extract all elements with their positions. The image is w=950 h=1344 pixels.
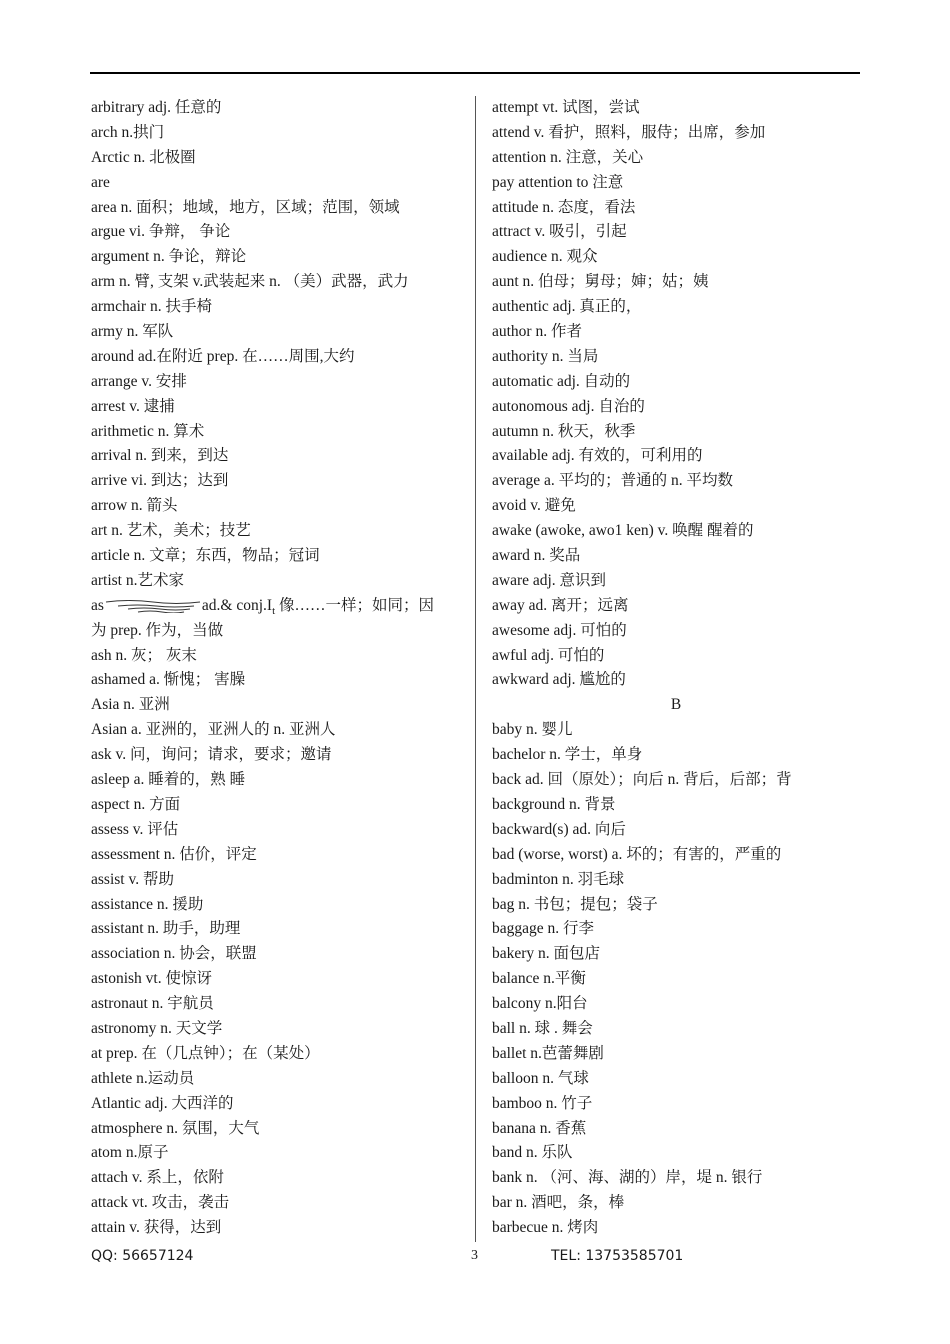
vocab-entry: bag n. 书包；提包；袋子 <box>492 895 658 913</box>
vocab-entry: away ad. 离开；远离 <box>492 596 629 614</box>
vocab-entry: balcony n.阳台 <box>492 995 588 1013</box>
vocab-entry: bar n. 酒吧，条，棒 <box>492 1194 625 1212</box>
vocab-entry: bakery n. 面包店 <box>492 945 601 963</box>
vocab-entry: backward(s) ad. 向后 <box>492 820 626 838</box>
vocab-entry: baby n. 婴儿 <box>492 721 573 739</box>
vocab-entry: around ad.在附近 prep. 在……周围,大约 <box>91 347 355 365</box>
vocab-entry: art n. 艺术，美术；技艺 <box>91 522 251 540</box>
vocab-entry: bamboo n. 竹子 <box>492 1094 593 1112</box>
vocab-entry: at prep. 在（几点钟）；在（某处） <box>91 1044 320 1062</box>
footer-tel: TEL: 13753585701 <box>551 1248 684 1264</box>
vocab-entry: back ad. 回（原处）；向后 n. 背后，后部；背 <box>492 771 792 789</box>
vocab-entry: baggage n. 行李 <box>492 920 595 938</box>
vocab-entry: astronaut n. 宇航员 <box>91 995 214 1013</box>
vocab-entry: Atlantic adj. 大西洋的 <box>91 1094 234 1112</box>
vocab-entry: armchair n. 扶手椅 <box>91 298 212 316</box>
as-subscript: t <box>272 604 276 617</box>
vocab-entry: automatic adj. 自动的 <box>492 372 631 390</box>
as-glyph: I <box>266 596 273 614</box>
as-pos: ad.& conj. <box>201 596 267 614</box>
left-column <box>91 96 471 1241</box>
vocab-entry: arrive vi. 到达；达到 <box>91 472 229 490</box>
vocab-entry: available adj. 有效的，可利用的 <box>492 447 703 465</box>
vocab-entry: attach v. 系上，依附 <box>91 1169 224 1187</box>
vocab-entry: attain v. 获得，达到 <box>91 1219 222 1237</box>
vocab-entry: army n. 军队 <box>91 323 174 341</box>
footer-qq: QQ: 56657124 <box>91 1248 194 1264</box>
vocab-entry: asleep a. 睡着的，熟 睡 <box>91 771 246 789</box>
vocab-entry: assist v. 帮助 <box>91 870 174 888</box>
right-column <box>492 96 860 1241</box>
vocab-entry: arrow n. 箭头 <box>91 497 178 515</box>
vocab-entry: arrival n. 到来，到达 <box>91 447 229 465</box>
section-letter-b: B <box>670 696 682 714</box>
vocab-entry: banana n. 香蕉 <box>492 1119 587 1137</box>
vocab-entry: awkward adj. 尴尬的 <box>492 671 626 689</box>
vocab-entry: balloon n. 气球 <box>492 1069 589 1087</box>
vocab-entry: background n. 背景 <box>492 795 616 813</box>
vocab-entry: ask v. 问，询问；请求，要求；邀请 <box>91 746 332 764</box>
vocab-entry: arch n.拱门 <box>91 123 165 141</box>
vocab-entry: attempt vt. 试图，尝试 <box>492 99 640 116</box>
squiggle-decoration-icon <box>104 599 202 613</box>
vocab-entry: arrest v. 逮捕 <box>91 397 175 415</box>
vocab-entry: assessment n. 估价，评定 <box>91 845 257 863</box>
vocab-entry: astonish vt. 使惊讶 <box>91 970 212 988</box>
vocab-entry: artist n.艺术家 <box>91 571 184 589</box>
vocab-entry: arrange v. 安排 <box>91 372 187 390</box>
vocab-entry: article n. 文章；东西，物品；冠词 <box>91 547 320 565</box>
vocab-entry: aunt n. 伯母；舅母；婶；姑；姨 <box>492 273 709 291</box>
vocab-entry: Arctic n. 北极圈 <box>91 148 196 166</box>
vocab-entry: aware adj. 意识到 <box>492 571 607 589</box>
vocab-entry: attract v. 吸引，引起 <box>492 223 627 241</box>
vocab-entry: Asian a. 亚洲的，亚洲人的 n. 亚洲人 <box>91 721 336 739</box>
vocab-entry: attend v. 看护，照料，服侍；出席，参加 <box>492 123 766 141</box>
vocab-entry: ash n. 灰； 灰末 <box>91 646 197 664</box>
vocab-entry: autonomous adj. 自治的 <box>492 397 645 415</box>
vocab-entry: assistant n. 助手，助理 <box>91 920 241 938</box>
vocab-entry: athlete n.运动员 <box>91 1069 195 1087</box>
vocab-entry: authentic adj. 真正的， <box>492 298 642 316</box>
vocab-entry: association n. 协会，联盟 <box>91 945 257 963</box>
vocab-entry: bachelor n. 学士，单身 <box>492 746 643 764</box>
vocab-entry: average a. 平均的；普通的 n. 平均数 <box>492 472 734 490</box>
top-rule <box>90 72 860 74</box>
vocab-entry: Asia n. 亚洲 <box>91 696 170 714</box>
vocab-entry: ashamed a. 惭愧； 害臊 <box>91 671 246 689</box>
vocab-entry: are <box>91 173 110 191</box>
vocab-entry-as <box>91 594 471 619</box>
vocab-entry: atom n.原子 <box>91 1144 169 1162</box>
vocab-entry: author n. 作者 <box>492 323 582 341</box>
vocab-entry: badminton n. 羽毛球 <box>492 870 625 888</box>
vocab-entry: bank n. （河、海、湖的）岸，堤 n. 银行 <box>492 1169 763 1187</box>
vocab-entry: pay attention to 注意 <box>492 173 624 191</box>
vocab-entry: arithmetic n. 算术 <box>91 422 205 440</box>
vocab-entry: awful adj. 可怕的 <box>492 646 605 664</box>
vocab-entry: barbecue n. 烤肉 <box>492 1219 599 1237</box>
as-meaning: 像……一样；如同；因 <box>275 596 435 614</box>
vocab-entry: ballet n.芭蕾舞剧 <box>492 1044 604 1062</box>
vocab-entry: atmosphere n. 氛围，大气 <box>91 1119 260 1137</box>
vocab-entry: arm n. 臂, 支架 v.武装起来 n. （美）武器，武力 <box>91 273 409 291</box>
vocab-entry: attack vt. 攻击，袭击 <box>91 1194 230 1212</box>
page-number: 3 <box>471 1248 478 1263</box>
vocab-entry: arbitrary adj. 任意的 <box>91 99 222 116</box>
vocab-entry: assess v. 评估 <box>91 820 179 838</box>
as-word: as <box>91 596 104 614</box>
vocab-entry: awesome adj. 可怕的 <box>492 621 627 639</box>
vocab-entry: audience n. 观众 <box>492 248 598 266</box>
vocab-entry: argue vi. 争辩， 争论 <box>91 223 231 241</box>
vocab-entry: assistance n. 援助 <box>91 895 204 913</box>
vocab-entry: balance n.平衡 <box>492 970 586 988</box>
vocab-entry: attitude n. 态度，看法 <box>492 198 636 216</box>
vocab-entry: aspect n. 方面 <box>91 795 181 813</box>
vocab-entry: band n. 乐队 <box>492 1144 573 1162</box>
vocab-entry: awake (awoke, awo1 ken) v. 唤醒 醒着的 <box>492 522 754 540</box>
vocab-entry: bad (worse, worst) a. 坏的；有害的，严重的 <box>492 845 782 863</box>
vocab-entry: ball n. 球 . 舞会 <box>492 1019 593 1037</box>
vocab-entry: attention n. 注意，关心 <box>492 148 644 166</box>
vocab-entry: award n. 奖品 <box>492 547 581 565</box>
vocab-entry: authority n. 当局 <box>492 347 599 365</box>
vocab-entry: argument n. 争论，辩论 <box>91 248 247 266</box>
vocab-entry: autumn n. 秋天，秋季 <box>492 422 636 440</box>
column-divider <box>475 96 476 1242</box>
vocab-entry: astronomy n. 天文学 <box>91 1019 223 1037</box>
vocab-entry: 为 prep. 作为，当做 <box>91 621 224 639</box>
vocab-entry: avoid v. 避免 <box>492 497 576 515</box>
vocab-entry: area n. 面积；地域，地方，区域；范围，领域 <box>91 198 400 216</box>
